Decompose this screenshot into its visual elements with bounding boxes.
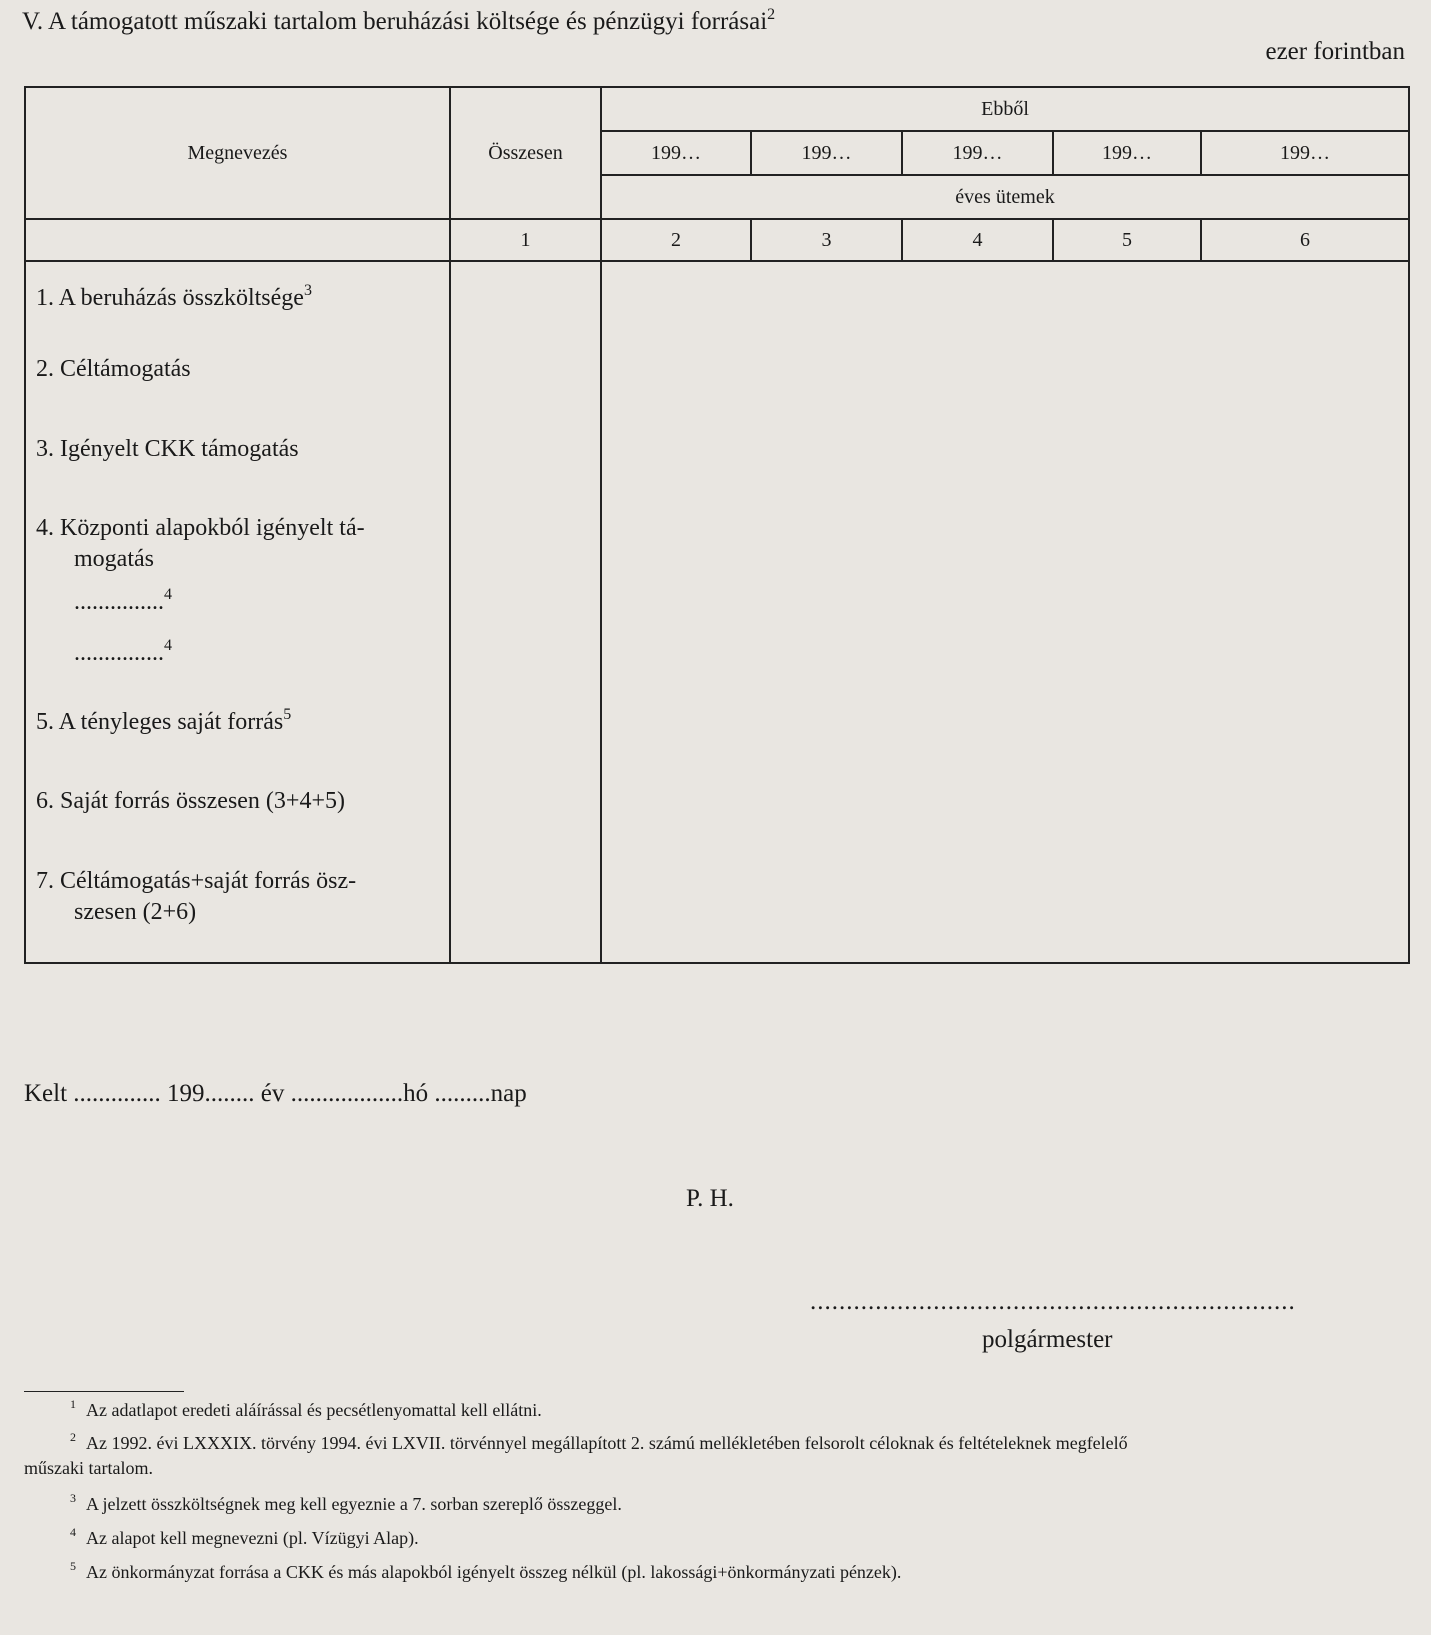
header-eves-utemek: éves ütemek — [601, 175, 1409, 219]
footnote-divider — [24, 1391, 184, 1392]
header-ebbol: Ebből — [601, 87, 1409, 131]
date-line: Kelt .............. 199........ év ..................hó .........nap — [24, 1080, 527, 1107]
footnote-3: $^3$ A jelzett összköltségnek meg kell egyeznie a 7. sorban szereplő összeggel. — [70, 1491, 622, 1514]
stamp-placeholder: P. H. — [686, 1185, 734, 1212]
header-total: Összesen — [450, 87, 601, 219]
col-number — [25, 219, 450, 261]
year-header: 199… — [902, 131, 1053, 175]
row-fund-1: ...............$^4$ — [74, 586, 172, 615]
footnote-ref: 2 — [767, 6, 776, 23]
row-1: 1. A beruházás összköltsége$^3$ — [36, 282, 312, 311]
row-5: 5. A tényleges saját forrás$^5$ — [36, 706, 292, 735]
yearly-columns — [601, 261, 1409, 963]
year-header: 199… — [601, 131, 751, 175]
header-name: Megnevezés — [25, 87, 450, 219]
footnote-5: $^5$ Az önkormányzat forrása a CKK és más alapokból igényelt összeg nélkül (pl. lakossági+önkormányzati pénzek). — [70, 1559, 902, 1582]
footnote-2-cont: műszaki tartalom. — [24, 1458, 153, 1478]
row-6: 6. Saját forrás összesen (3+4+5) — [36, 788, 345, 814]
row-4: 4. Központi alapokból igényelt tá- mogatás — [36, 515, 365, 573]
section-title-text: V. A támogatott műszaki tartalom beruházási költsége és pénzügyi forrásai — [22, 8, 768, 35]
col-number: 6 — [1201, 219, 1409, 261]
col-number: 3 — [751, 219, 902, 261]
row-2: 2. Céltámogatás — [36, 356, 191, 382]
signature-line: ................................................................... — [810, 1288, 1296, 1315]
year-header: 199… — [1201, 131, 1409, 175]
col-number: 2 — [601, 219, 751, 261]
row-fund-2: ...............$^4$ — [74, 637, 172, 666]
col-number: 5 — [1053, 219, 1201, 261]
footnote-4: $^4$ Az alapot kell megnevezni (pl. Vízügyi Alap). — [70, 1525, 419, 1548]
footnote-2: $^2$ Az 1992. évi LXXXIX. törvény 1994. évi LXVII. törvénnyel megállapított 2. számú mellékletében felsorolt céloknak és feltételeknek megfelelő — [70, 1430, 1128, 1453]
signature-label: polgármester — [982, 1326, 1113, 1353]
year-header: 199… — [751, 131, 902, 175]
unit-label: ezer forintban — [1265, 38, 1405, 65]
row-7: 7. Céltámogatás+saját forrás ösz- szesen (2+6) — [36, 868, 357, 926]
col-number: 1 — [450, 219, 601, 261]
total-column — [450, 261, 601, 963]
footnote-1: $^1$ Az adatlapot eredeti aláírással és pecsétlenyomattal kell ellátni. — [70, 1397, 542, 1420]
year-header: 199… — [1053, 131, 1201, 175]
row-3: 3. Igényelt CKK támogatás — [36, 436, 299, 462]
section-title — [22, 8, 775, 36]
col-number: 4 — [902, 219, 1053, 261]
